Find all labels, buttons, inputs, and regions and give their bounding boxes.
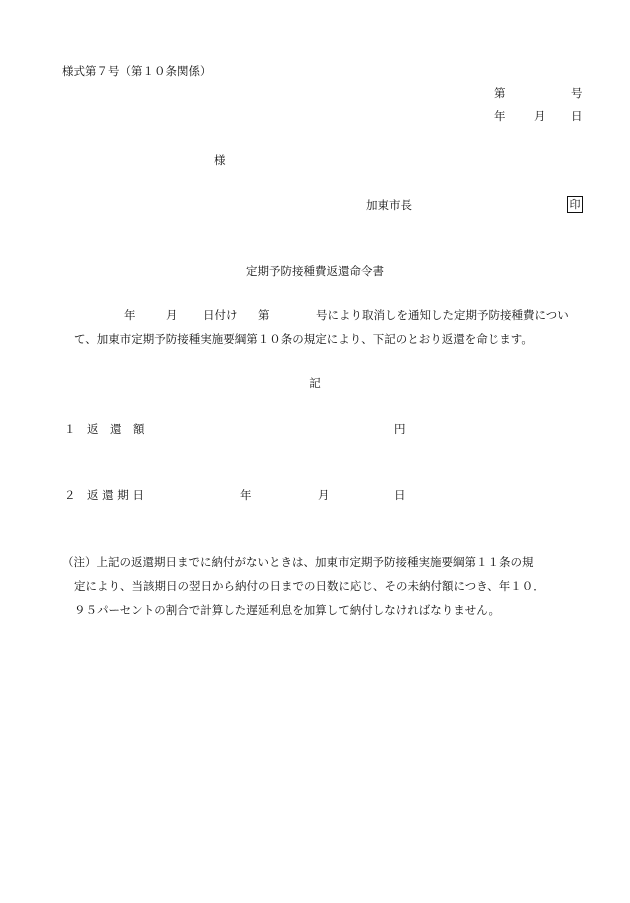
note-line1: （注）上記の返還期日までに納付がないときは、加東市定期予防接種実施要綱第１１条の規 xyxy=(62,555,534,569)
body-dai: 第 xyxy=(258,308,270,322)
form-label: 様式第７号（第１０条関係） xyxy=(62,64,212,78)
item-return-date-day: 日 xyxy=(394,488,406,502)
addressee-suffix: 様 xyxy=(214,153,226,167)
item-return-amount-label: １ 返 還 額 xyxy=(64,422,145,436)
item-return-date-month: 月 xyxy=(318,488,330,502)
body-year: 年 xyxy=(124,308,136,322)
ki-heading: 記 xyxy=(309,376,321,390)
doc-number-dai: 第 xyxy=(494,86,506,100)
item-return-date-label: ２ 返 還 期 日 xyxy=(64,488,144,502)
date-day: 日 xyxy=(571,109,583,123)
body-month: 月 xyxy=(166,308,178,322)
seal-stamp: 印 xyxy=(567,196,583,213)
note-line2: 定により、当該期日の翌日から納付の日までの日数に応じ、その未納付額につき、年１０． xyxy=(74,579,545,593)
body-day: 日付け xyxy=(203,308,238,322)
item-return-amount-unit: 円 xyxy=(394,422,406,436)
item-return-date-year: 年 xyxy=(240,488,252,502)
issuer-name: 加東市長 xyxy=(366,198,412,212)
date-month: 月 xyxy=(534,109,546,123)
document-title: 定期予防接種費返還命令書 xyxy=(246,264,384,278)
body-line1: 号により取消しを通知した定期予防接種費につい xyxy=(316,308,569,322)
note-line3: ９５パーセントの割合で計算した遅延利息を加算して納付しなければなりません。 xyxy=(74,603,500,617)
doc-number-go: 号 xyxy=(571,86,583,100)
body-line2: て、加東市定期予防接種実施要綱第１０条の規定により、下記のとおり返還を命じます。 xyxy=(74,332,533,346)
date-year: 年 xyxy=(494,109,506,123)
